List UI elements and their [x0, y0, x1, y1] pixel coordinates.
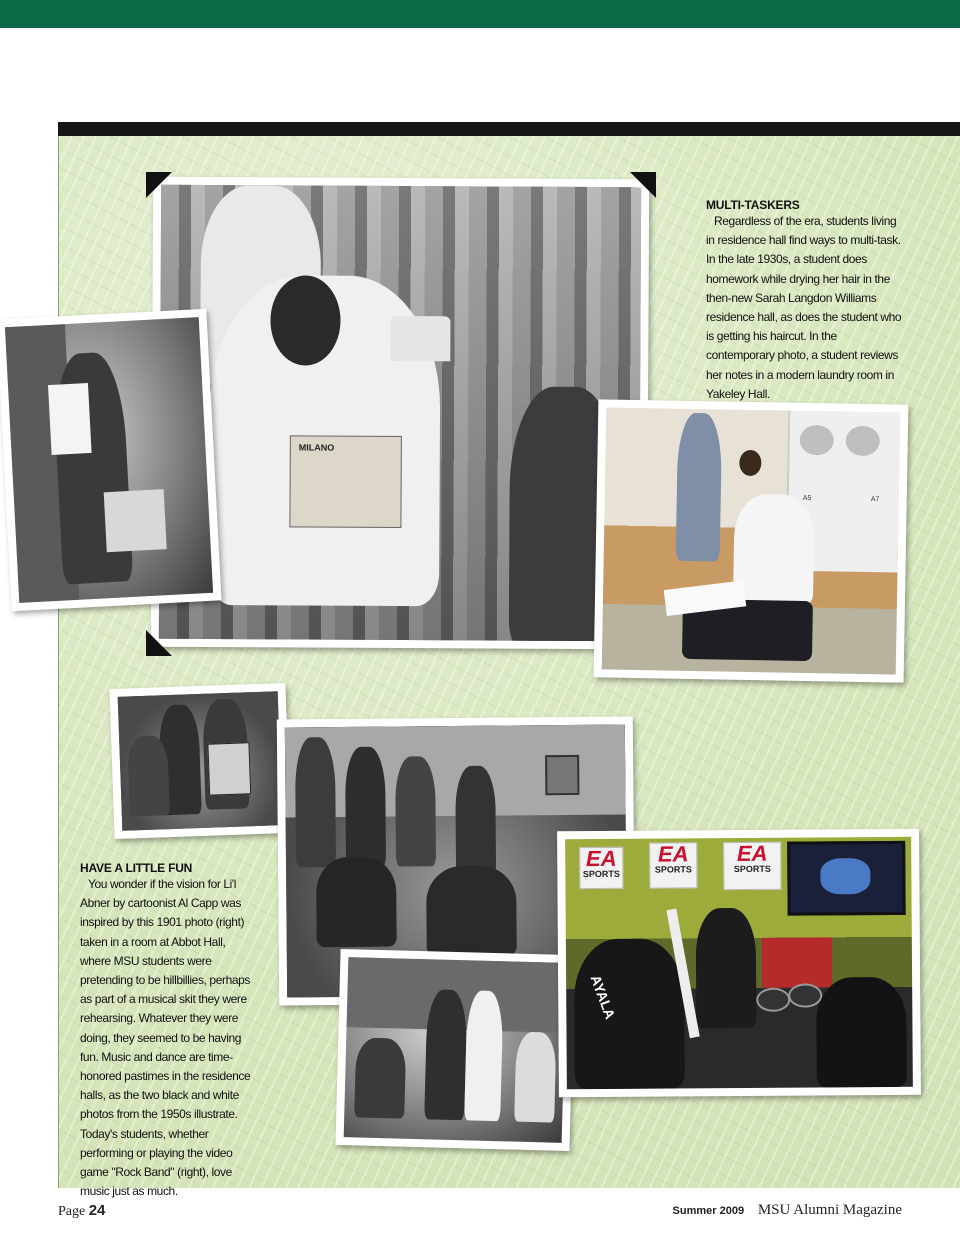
black-header-rule: [58, 122, 960, 136]
ea-sports-logo-1: EA SPORTS: [579, 847, 623, 889]
photo-accordion-music: [109, 683, 290, 839]
magazine-footer: [673, 1202, 902, 1219]
magazine-name: MSU Alumni Magazine: [757, 1202, 902, 1218]
caption-multitaskers-body: Regardless of the era, students living in residence hall find ways to multi-task. In the late 1930s, a student does homework while drying her hair in the then-new Sarah Langdon Williams residence hall, as does the student who is getting his haircut. In the contemporary photo, a student reviews her notes in a modern laundry room in Yakeley Hall.: [706, 214, 902, 401]
top-green-band: [0, 0, 960, 28]
issue-season: Summer 2009: [672, 1205, 745, 1217]
photo-corner-tr: [630, 172, 656, 198]
page-number: [58, 1202, 105, 1220]
newspaper-title: MILANO: [298, 442, 335, 453]
dryer-label-a5: A5: [802, 494, 812, 503]
photo-hair-drying: [0, 309, 221, 612]
jersey-name: AYALA: [587, 972, 619, 1022]
photo-laundry-room: [594, 399, 909, 682]
caption-have-fun: [80, 861, 256, 1201]
photo-dance-1950s: [335, 949, 574, 1151]
photo-corner-tl: [146, 172, 172, 198]
photo-haircut: [151, 177, 649, 650]
dryer-label-a7: A7: [870, 496, 880, 504]
photo-corner-bl: [146, 630, 172, 656]
caption-have-fun-title: HAVE A LITTLE FUN: [80, 861, 193, 875]
caption-multitaskers-title: MULTI-TASKERS: [706, 198, 800, 212]
page-number-value: 24: [88, 1202, 106, 1219]
page-number-label: Page: [58, 1204, 86, 1219]
caption-multitaskers: [706, 198, 902, 404]
photo-rock-band: [557, 829, 921, 1098]
ea-sports-logo-2: EA SPORTS: [649, 842, 697, 888]
ea-sports-logo-3: EA SPORTS: [723, 842, 781, 890]
tv-screen: [787, 841, 906, 916]
caption-have-fun-body: You wonder if the vision for Li'l Abner by cartoonist Al Capp was inspired by this 1901 photo (right) taken in a room at Abbot Hall, where MSU students were pretending to be hillbillies, perhaps as part of a musical skit they were rehearsing. Whatever they were doing, they seemed to be having fun. Music and dance are time-honored pastimes in the residence halls, as the two black and white photos from the 1950s illustrate. Today's students, whether performing or playing the video game "Rock Band" (right), love music just as much.: [80, 877, 251, 1199]
